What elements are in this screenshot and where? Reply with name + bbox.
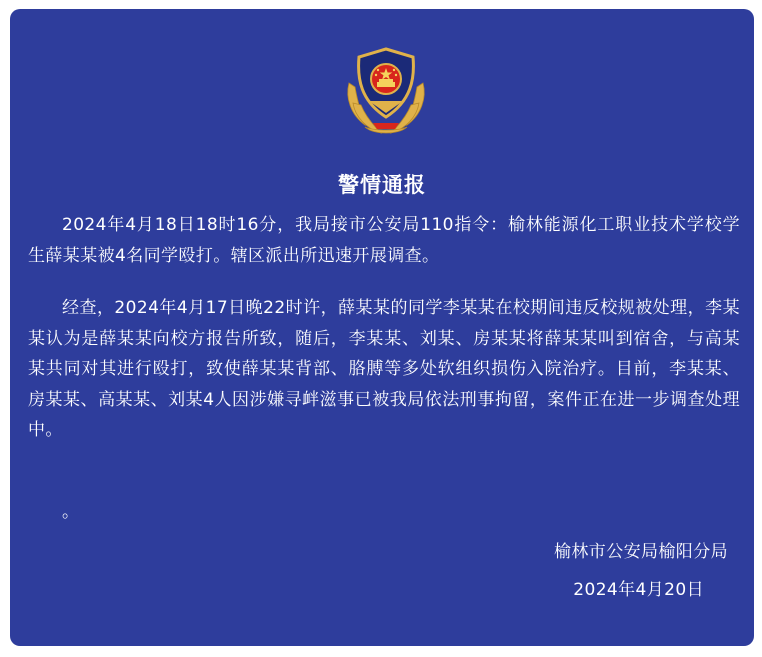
issuer-signature: 榆林市公安局榆阳分局 xyxy=(554,542,728,562)
trailing-mark: 。 xyxy=(62,502,79,522)
notice-paragraph-2: 经查，2024年4月17日晚22时许，薛某某的同学李某某在校期间违反校规被处理，李某某认为是薛某某向校方报告所致，随后，李某某、刘某、房某某将薛某某叫到宿舍，与高某某共同对其进行殴打，致使薛某某背部、胳膊等多处软组织损伤入院治疗。目前，李某某、房某某、高某某、刘某4人因涉嫌寻衅滋事已被我局依法刑事拘留，案件正在进一步调查处理中。 xyxy=(28,298,740,440)
notice-title: 警情通报 xyxy=(338,173,426,197)
issue-date: 2024年4月20日 xyxy=(573,580,704,600)
police-emblem-icon xyxy=(343,43,429,139)
notice-card xyxy=(10,9,754,646)
notice-paragraph-1: 2024年4月18日18时16分，我局接市公安局110指令：榆林能源化工职业技术学校学生薛某某被4名同学殴打。辖区派出所迅速开展调查。 xyxy=(28,215,740,266)
